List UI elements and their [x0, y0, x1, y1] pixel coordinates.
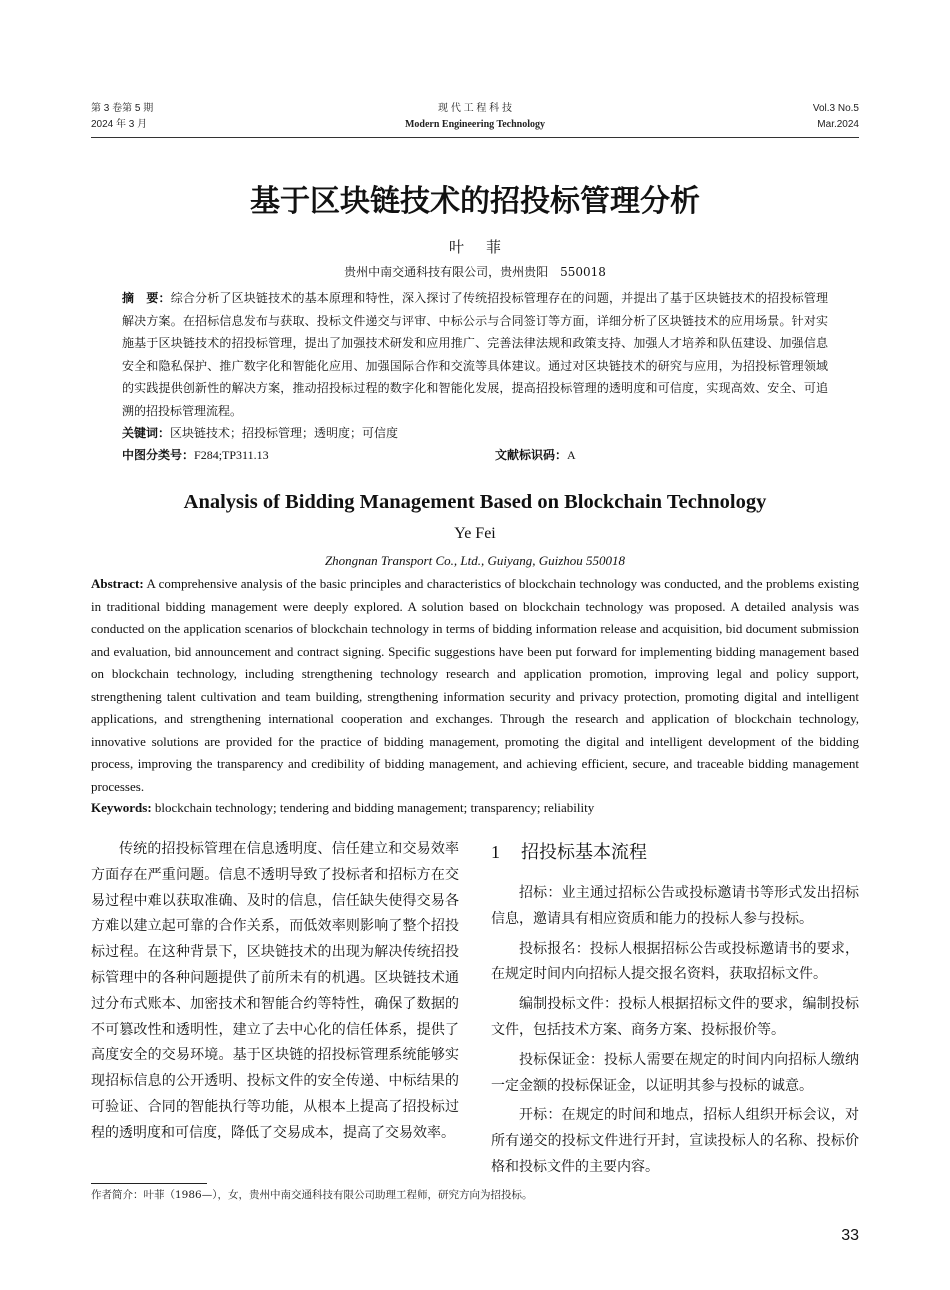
keywords-en [91, 797, 859, 819]
author-en: Ye Fei [454, 525, 496, 542]
author-cn: 叶菲 [448, 238, 523, 256]
abstract-cn [122, 287, 828, 422]
volume-issue-en: Vol.3 No.5 [812, 103, 859, 114]
body-right-column [491, 881, 859, 1185]
abstract-en [91, 573, 859, 798]
abstract-label-en: Abstract: [91, 576, 144, 591]
abstract-text-en: A comprehensive analysis of the basic principles and characteristics of blockchain technology was conducted, and the problems existing in traditional bidding management were deeply explored. A solution based on blockchain technology was proposed. A detailed analysis was conducted on the application scenarios of blockchain technology in terms of bidding information release and acquisition, bid document submission and evaluation, bid announcement and contract signing. Specific suggestions have been put forward for implementing bidding management based on blockchain technology, including strengthening technology research and application promotion, improving legal and policy support, strengthening talent cultivation and team building, strengthening information security and privacy protection, promoting digital and intelligent applications, and strengthening international cooperation and exchanges. Through the research and application of blockchain technology, innovative solutions are provided for the practice of bidding management, promoting the digital and intelligent development of the bidding process, improving the transparency and credibility of bidding management, and achieving efficient, secure, and traceable bidding management processes. [91, 576, 859, 794]
section-number: 1 [491, 842, 500, 862]
volume-issue-cn: 第 3 卷第 5 期 [91, 103, 154, 114]
abstract-label-cn: 摘 要： [122, 291, 171, 305]
journal-issue-cn [91, 101, 153, 133]
author-footnote: 作者简介：叶菲（1986—），女，贵州中南交通科技有限公司助理工程师，研究方向为招投标。 [91, 1189, 533, 1201]
classification-value: F284;TP311.13 [194, 448, 269, 462]
section-heading [491, 838, 647, 867]
abstract-text-cn: 综合分析了区块链技术的基本原理和特性，深入探讨了传统招投标管理存在的问题，并提出了基于区块链技术的招投标管理解决方案。在招标信息发布与获取、投标文件递交与评审、中标公示与合同签订等方面，详细分析了区块链技术的应用场景。针对实施基于区块链技术的招投标管理，提出了加强技术研发和应用推广、完善法律法规和政策支持、加强人才培养和队伍建设、加强信息安全和隐私保护、推广数字化和智能化应用、加强国际合作和交流等具体建议。通过对区块链技术的研究与应用，为招投标管理领域的实践提供创新性的解决方案，推动招投标过程的数字化和智能化发展，提高招投标管理的透明度和可信度，实现高效、安全、可追溯的招投标管理流程。 [122, 291, 828, 418]
section-title: 招投标基本流程 [521, 842, 647, 863]
paper-title-en: Analysis of Bidding Management Based on Blockchain Technology [183, 491, 767, 513]
process-step-paragraph: 投标保证金：投标人需要在规定的时间内向招标人缴纳一定金额的投标保证金，以证明其参与投标的诚意。 [491, 1051, 859, 1094]
keywords-text-en: blockchain technology; tendering and bidding management; transparency; reliability [151, 800, 595, 815]
keywords-text-cn: 区块链技术；招投标管理；透明度；可信度 [170, 426, 399, 440]
document-code-label: 文献标识码： [495, 448, 568, 462]
process-step-paragraph: 投标报名：投标人根据招标公告或投标邀请书的要求，在规定时间内向招标人提交报名资料，获取招标文件。 [491, 940, 859, 983]
keywords-label-en: Keywords: [91, 800, 152, 815]
classification-number [122, 444, 269, 466]
process-step-paragraph: 招标：业主通过招标公告或投标邀请书等形式发出招标信息，邀请具有相应资质和能力的投标人参与投标。 [491, 885, 859, 927]
keywords-label-cn: 关键词： [122, 426, 171, 440]
process-step-paragraph: 编制投标文件：投标人根据招标文件的要求，编制投标文件，包括技术方案、商务方案、投标报价等。 [491, 996, 859, 1038]
page-number: 33 [841, 1227, 859, 1244]
affiliation-cn: 贵州中南交通科技有限公司，贵州贵阳 550018 [344, 265, 606, 279]
header-rule [91, 137, 859, 138]
journal-name-cn: 现 代 工 程 科 技 [438, 103, 512, 114]
journal-name [300, 101, 650, 133]
date-cn: 2024 年 3 月 [91, 119, 148, 130]
intro-paragraph: 传统的招投标管理在信息透明度、信任建立和交易效率方面存在严重问题。信息不透明导致了投标者和招标方在交易过程中难以获取准确、及时的信息，信任缺失使得交易各方难以建立起可靠的合作关系，而低效率则影响了整个招投标过程。在这种背景下，区块链技术的出现为解决传统招投标管理中的各种问题提供了前所未有的机遇。区块链技术通过分布式账本、加密技术和智能合约等特性，确保了数据的不可篡改性和透明性，建立了去中心化的信任体系，提供了高度安全的交易环境。基于区块链的招投标管理系统能够实现招标信息的公开透明、投标文件的安全传递、中标结果的可验证、合同的智能执行等功能，从根本上提高了招投标过程的透明度和可信度，降低了交易成本，提高了交易效率。 [91, 841, 459, 1141]
journal-issue-en [813, 101, 859, 133]
paper-title-cn: 基于区块链技术的招投标管理分析 [250, 184, 700, 219]
process-step-paragraph: 开标：在规定的时间和地点，招标人组织开标会议，对所有递交的投标文件进行开封，宣读投标人的名称、投标价格和投标文件的主要内容。 [491, 1107, 859, 1175]
keywords-cn [122, 422, 828, 444]
affiliation-en: Zhongnan Transport Co., Ltd., Guiyang, Guizhou 550018 [324, 553, 626, 568]
date-en: Mar.2024 [817, 119, 859, 130]
document-code [495, 444, 576, 466]
document-code-value: A [567, 448, 576, 462]
classification-label: 中图分类号： [122, 448, 195, 462]
body-left-column [91, 837, 459, 1147]
footnote-rule [91, 1183, 207, 1184]
journal-name-en: Modern Engineering Technology [404, 119, 545, 130]
